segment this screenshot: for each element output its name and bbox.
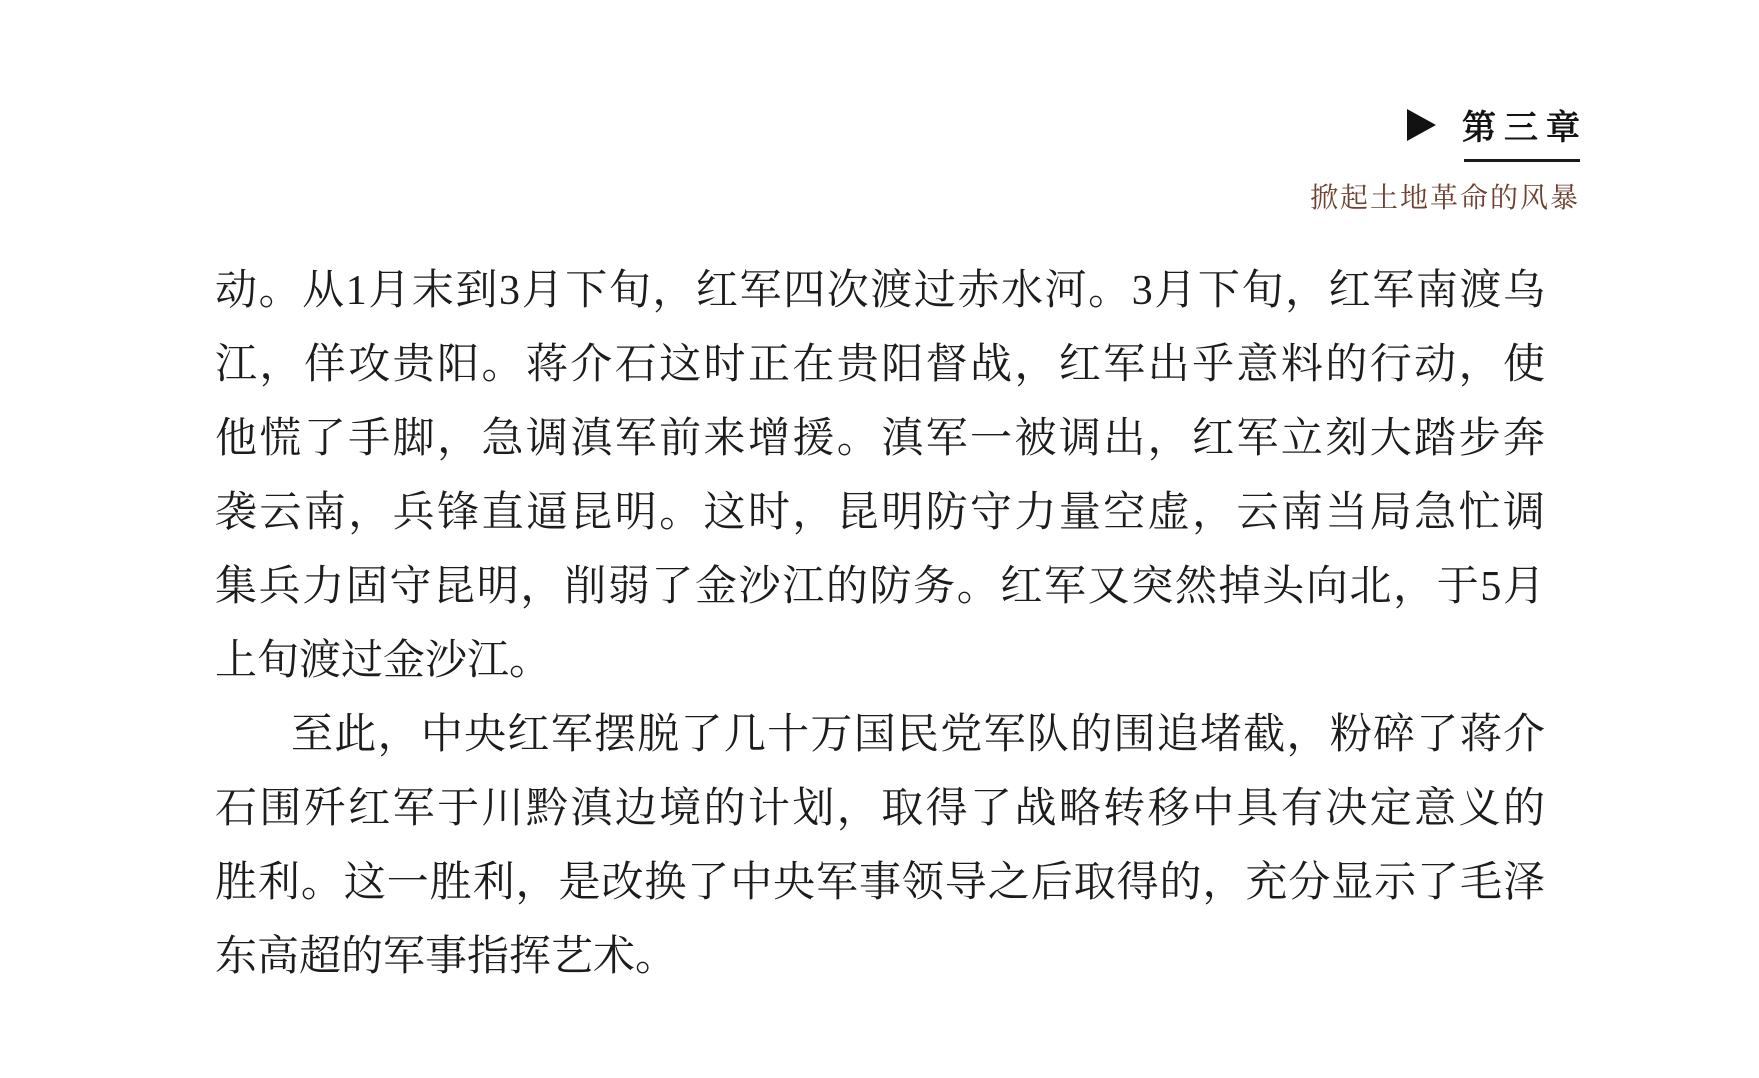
chapter-subtitle: 掀起土地革命的风暴 bbox=[1309, 182, 1580, 213]
chapter-title: 第三章 bbox=[1462, 109, 1588, 147]
chapter-title-row bbox=[1310, 100, 1588, 149]
text-line: 袭云南，兵锋直逼昆明。这时，昆明防守力量空虚，云南当局急忙调 bbox=[215, 490, 1545, 536]
text-line: 动。从1月末到3月下旬，红军四次渡过赤水河。3月下旬，红军南渡乌 bbox=[215, 268, 1545, 314]
text-line: 石围歼红军于川黔滇边境的计划，取得了战略转移中具有决定意义的 bbox=[215, 786, 1545, 832]
chapter-header bbox=[1309, 100, 1588, 216]
text-line: 江，佯攻贵阳。蒋介石这时正在贵阳督战，红军出乎意料的行动，使 bbox=[215, 342, 1545, 388]
text-line: 集兵力固守昆明，削弱了金沙江的防务。红军又突然掉头向北，于5月 bbox=[215, 564, 1545, 610]
text-line: 他慌了手脚，急调滇军前来增援。滇军一被调出，红军立刻大踏步奔 bbox=[215, 416, 1545, 462]
text-line: 上旬渡过金沙江。 bbox=[215, 638, 552, 684]
chapter-arrow-icon bbox=[1407, 109, 1436, 141]
chapter-title-underline bbox=[1464, 159, 1580, 162]
page-body-text bbox=[215, 254, 1545, 994]
text-line: 胜利。这一胜利，是改换了中央军事领导之后取得的，充分显示了毛泽 bbox=[215, 860, 1545, 906]
text-line-paragraph-start: 至此，中央红军摆脱了几十万国民党军队的围追堵截，粉碎了蒋介 bbox=[291, 712, 1545, 758]
text-line: 东高超的军事指挥艺术。 bbox=[215, 934, 678, 980]
